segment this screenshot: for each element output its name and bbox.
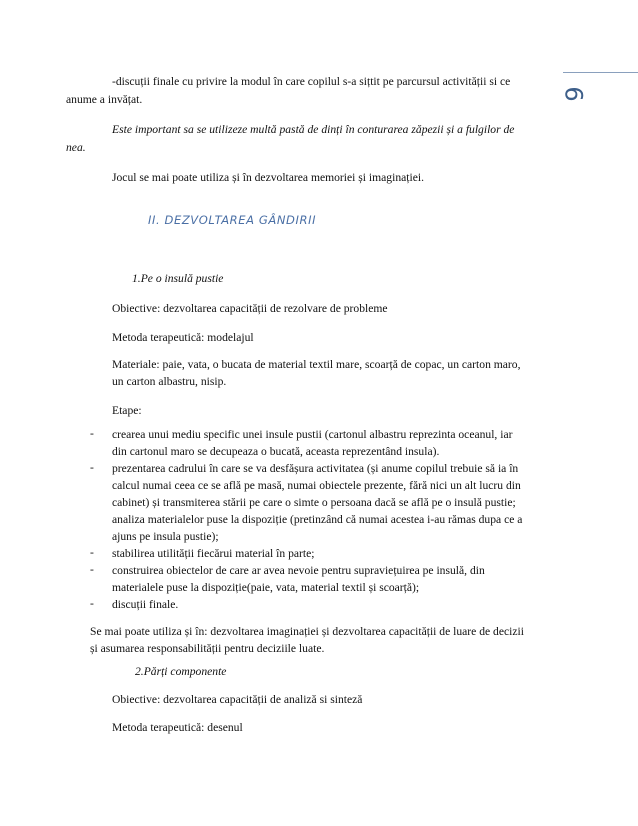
paragraph-final-discussion-line2: anume a invățat. xyxy=(66,93,143,106)
page-number-rule xyxy=(563,72,638,73)
step2-line3: cabinet) și transmiterea stării pe care o simte o persoana dacă se află pe o insulă pustie; xyxy=(112,496,516,509)
game1-method: Metoda terapeutică: modelajul xyxy=(112,331,254,344)
paragraph-usage-memory: Jocul se mai poate utiliza și în dezvoltarea memoriei și imaginației. xyxy=(112,171,424,184)
step2-line2: calcul numai ceea ce se află pe masă, numai obiectele prezente, fără nici un alt lucru din xyxy=(112,479,521,492)
game1-materials-line1: Materiale: paie, vata, o bucata de material textil mare, scoarță de copac, un carton maro, xyxy=(112,358,521,371)
section-heading: II. DEZVOLTAREA GÂNDIRII xyxy=(148,213,317,227)
game1-title: 1.Pe o insulă pustie xyxy=(132,272,224,285)
step2-line1: prezentarea cadrului în care se va desfășura activitatea (și anume copilul trebuie să ia în xyxy=(112,462,519,475)
step1-line2: din cartonul maro se decupeaza o bucată, aceasta reprezentând insula). xyxy=(112,445,440,458)
bullet-dash: - xyxy=(90,461,94,474)
game1-usage-line2: și asumarea responsabilității pentru deciziile luate. xyxy=(90,642,325,655)
step4-line1: construirea obiectelor de care ar avea nevoie pentru supraviețuirea pe insulă, din xyxy=(112,564,485,577)
step3: stabilirea utilității fiecărui material în parte; xyxy=(112,547,315,560)
bullet-dash: - xyxy=(90,427,94,440)
game2-title: 2.Părți componente xyxy=(135,665,227,678)
game2-method: Metoda terapeutică: desenul xyxy=(112,721,243,734)
bullet-dash: - xyxy=(90,563,94,576)
paragraph-toothpaste-note-line1: Este important sa se utilizeze multă pastă de dinți în conturarea zăpezii și a fulgilor de xyxy=(112,123,515,136)
step2-line5: ajuns pe insula pustie); xyxy=(112,530,219,543)
game1-objective: Obiective: dezvoltarea capacității de rezolvare de probleme xyxy=(112,302,388,315)
page-number: 6 xyxy=(559,86,588,102)
bullet-dash: - xyxy=(90,546,94,559)
game1-steps-label: Etape: xyxy=(112,404,142,417)
step4-line2: materialele puse la dispoziție(paie, vata, material textil și scoarță); xyxy=(112,581,420,594)
step2-line4: analiza materialelor puse la dispoziție (pretinzând că numai acestea i-au rămas dupa ce a xyxy=(112,513,523,526)
game2-objective: Obiective: dezvoltarea capacității de analiză si sinteză xyxy=(112,693,363,706)
step1-line1: crearea unui mediu specific unei insule pustii (cartonul albastru reprezinta oceanul, iar xyxy=(112,428,513,441)
game1-materials-line2: un carton albastru, nisip. xyxy=(112,375,227,388)
paragraph-final-discussion-line1: -discuții finale cu privire la modul în care copilul s-a sițtit pe parcursul activității si ce xyxy=(112,75,511,88)
game1-usage-line1: Se mai poate utiliza și în: dezvoltarea imaginației și dezvoltarea capacității de luare de decizii xyxy=(90,625,524,638)
step5: discuții finale. xyxy=(112,598,179,611)
paragraph-toothpaste-note-line2: nea. xyxy=(66,141,86,154)
bullet-dash: - xyxy=(90,597,94,610)
